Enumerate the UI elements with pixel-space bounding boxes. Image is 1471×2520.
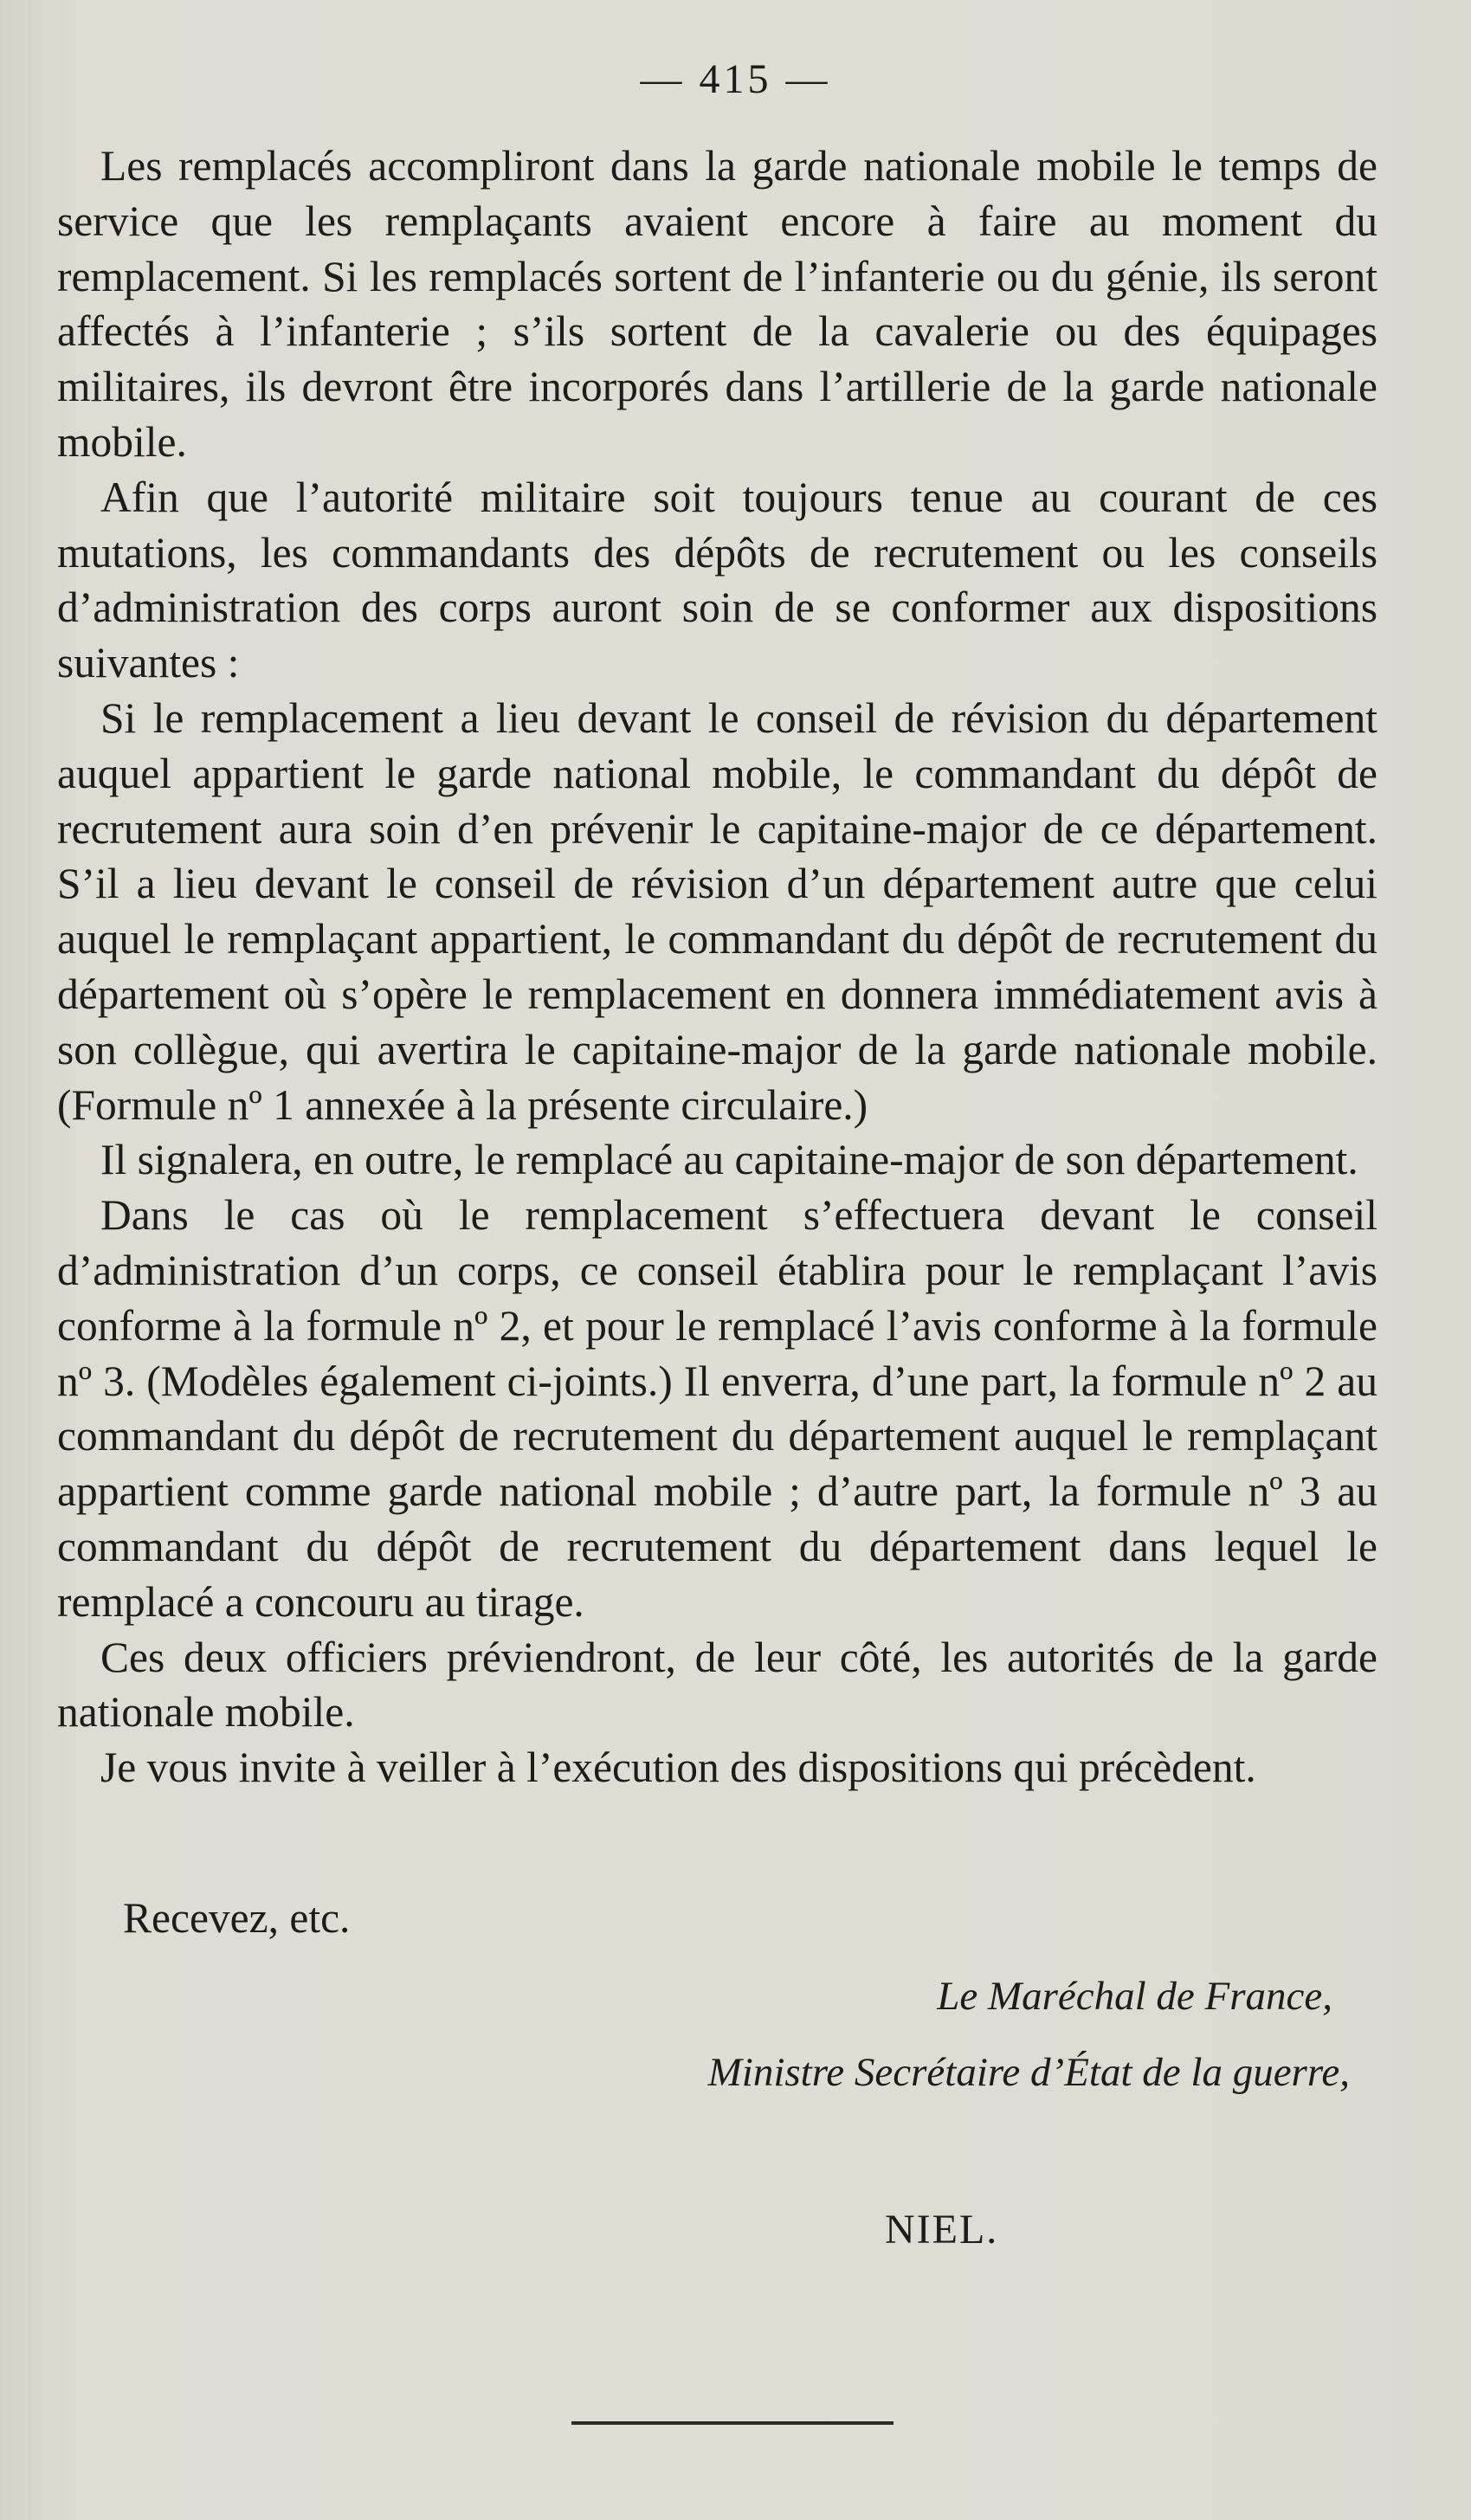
paragraph-2: Afin que l’autorité militaire soit toujours tenue au courant de ces mutations, les commandants des dépôts de recrutement ou les conseils d’administration des corps auront soin de se conformer aux dispositions suivantes :	[57, 473, 1377, 687]
paragraph-3: Si le remplacement a lieu devant le conseil de révision du département auquel appartient le garde national mobile, le commandant du dépôt de recrutement aura soin d’en prévenir le capitaine-major de ce département. S’il a lieu devant le conseil de révision d’un département autre que celui auquel le remplaçant appartient, le commandant du dépôt de recrutement du département où s’opère le remplacement en donnera immédiatement avis à son collègue, qui avertira le capitaine-major de la garde nationale mobile. (Formule nº 1 annexée à la présente circulaire.)	[57, 693, 1377, 1129]
paragraph-7: Je vous invite à veiller à l’exécution des dispositions qui précèdent.	[100, 1743, 1256, 1792]
signature-name: NIEL.	[885, 2207, 999, 2253]
page-number: — 415 —	[640, 56, 831, 102]
paragraph-5: Dans le cas où le remplacement s’effectuera devant le conseil d’administration d’un corps, ce conseil établira pour le remplaçant l’avis conforme à la formule nº 2, et pour le remplacé l’avis conforme à la formule nº 3. (Modèles également ci-joints.) Il enverra, d’une part, la formule nº 2 au commandant du dépôt de recrutement du département auquel le remplaçant appartient comme garde national mobile ; d’autre part, la formule nº 3 au commandant du dépôt de recrutement du département dans lequel le remplacé a concouru au tirage.	[57, 1191, 1377, 1626]
body-text	[57, 139, 1377, 1795]
paragraph-6: Ces deux officiers préviendront, de leur côté, les autorités de la garde nationale mobile.	[57, 1633, 1377, 1737]
paragraph-4: Il signalera, en outre, le remplacé au capitaine-major de son département.	[100, 1136, 1358, 1184]
signature-title-line-1: Le Maréchal de France,	[937, 1974, 1332, 2019]
signature-title-line-2: Ministre Secrétaire d’État de la guerre,	[707, 2050, 1350, 2095]
closing-formula: Recevez, etc.	[123, 1894, 351, 1942]
closing-rule-divider	[571, 2421, 894, 2425]
paragraph-1: Les remplacés accompliront dans la garde nationale mobile le temps de service que les remplaçants avaient encore à faire au moment du remplacement. Si les remplacés sortent de l’infanterie ou du génie, ils seront affectés à l’infanterie ; s’ils sortent de la cavalerie ou des équipages militaires, ils devront être incorporés dans l’artillerie de la garde nationale mobile.	[57, 142, 1377, 466]
signature-block	[311, 1970, 1350, 2098]
